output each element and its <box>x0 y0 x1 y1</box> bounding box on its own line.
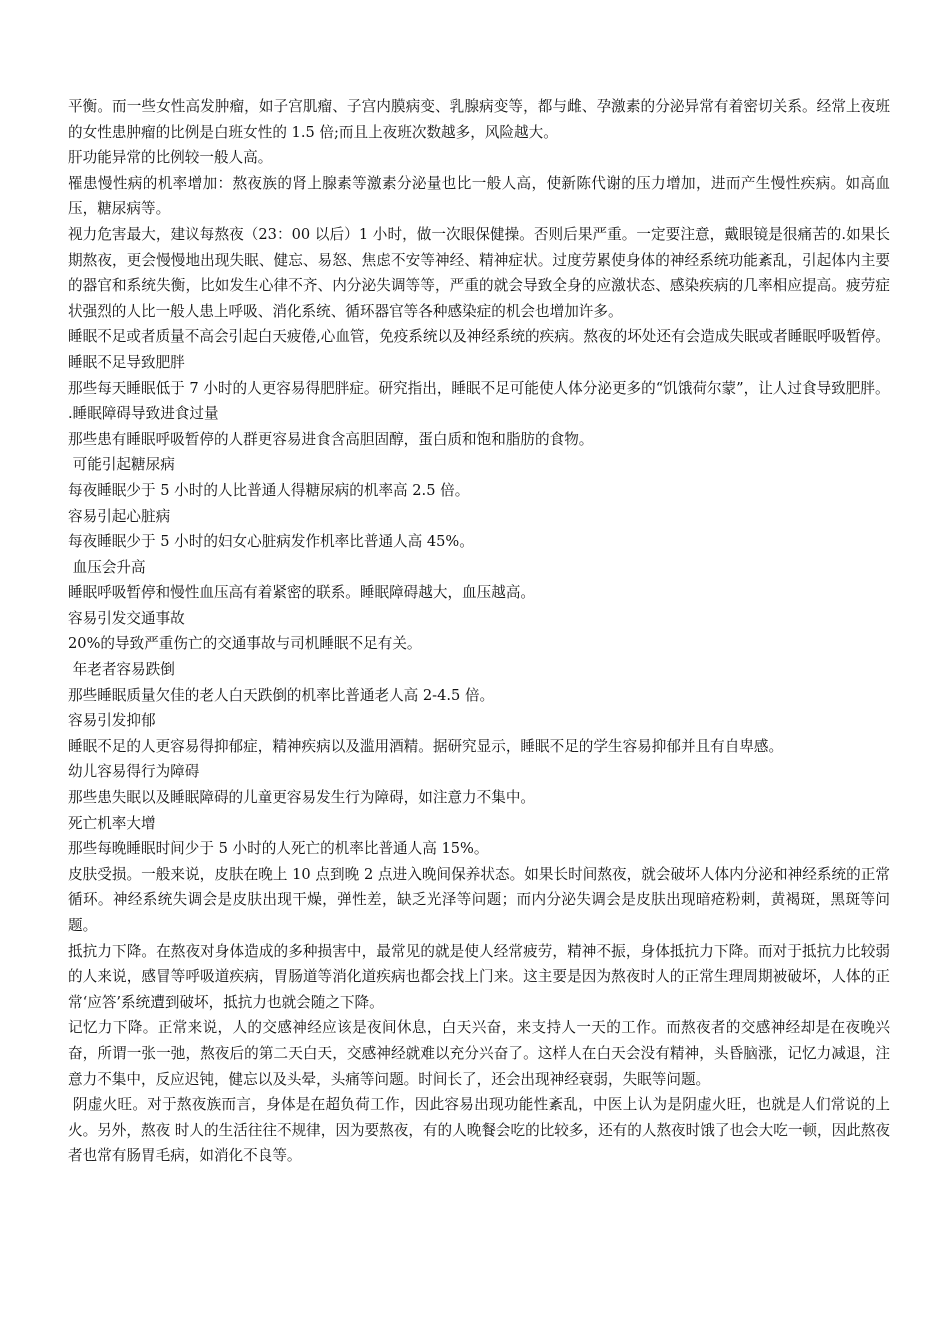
paragraph-chronic-disease: 罹患慢性病的机率增加：熬夜族的肾上腺素等激素分泌量也比一般人高，使新陈代谢的压力增加，进而产生慢性疾病。如高血压，糖尿病等。 <box>68 174 890 218</box>
paragraph-mortality: 那些每晚睡眠时间少于 5 小时的人死亡的机率比普通人高 15%。 <box>68 840 489 858</box>
heading-mortality: 死亡机率大增 <box>68 814 156 832</box>
heading-blood-pressure: 血压会升高 <box>68 558 146 576</box>
heading-obesity: 睡眠不足导致肥胖 <box>68 353 185 371</box>
paragraph-liver-function: 肝功能异常的比例较一般人高。 <box>68 149 273 167</box>
heading-overeating: .睡眠障碍导致进食过量 <box>68 405 219 423</box>
paragraph-depression: 睡眠不足的人更容易得抑郁症，精神疾病以及滥用酒精。据研究显示，睡眠不足的学生容易抑郁并且有自卑感。 <box>68 737 784 755</box>
heading-traffic-accident: 容易引发交通事故 <box>68 609 185 627</box>
paragraph-sleep-quality: 睡眠不足或者质量不高会引起白天疲倦,心血管，免疫系统以及神经系统的疾病。熬夜的坏处还有会造成失眠或者睡眠呼吸暂停。 <box>68 328 890 346</box>
paragraph-tumor-risk: 平衡。而一些女性高发肿瘤，如子宫肌瘤、子宫内膜病变、乳腺病变等，都与雌、孕激素的分泌异常有着密切关系。经常上夜班的女性患肿瘤的比例是白班女性的 1.5 倍;而且上夜班次数越多，风险越大。 <box>68 98 890 141</box>
paragraph-child-behavior: 那些患失眠以及睡眠障碍的儿童更容易发生行为障碍，如注意力不集中。 <box>68 789 536 807</box>
heading-diabetes: 可能引起糖尿病 <box>68 456 175 474</box>
heading-depression: 容易引发抑郁 <box>68 712 156 730</box>
document-body <box>68 94 890 1169</box>
paragraph-elderly-falls: 那些睡眠质量欠佳的老人白天跌倒的机率比普通老人高 2-4.5 倍。 <box>68 686 495 704</box>
paragraph-yin-deficiency: 阴虚火旺。对于熬夜族而言，身体是在超负荷工作，因此容易出现功能性紊乱，中医上认为是阴虚火旺，也就是人们常说的上火。另外，熬夜 时人的生活往往不规律，因为要熬夜，有的人晚餐会吃的比较多，还有的人熬夜时饿了也会大吃一顿，因此熬夜者也常有肠胃毛病，如消化不良等。 <box>68 1096 890 1165</box>
paragraph-vision-damage: 视力危害最大，建议每熬夜（23：00 以后）1 小时，做一次眼保健操。否则后果严重。一定要注意，戴眼镜是很痛苦的.如果长期熬夜，更会慢慢地出现失眠、健忘、易怒、焦虑不安等神经、精神症状。过度劳累使身体的神经系统功能紊乱，引起体内主要的器官和系统失衡，比如发生心律不齐、内分泌失调等等，严重的就会导致全身的应激状态、感染疾病的几率相应提高。疲劳症状强烈的人比一般人患上呼吸、消化系统、循环器官等各种感染症的机会也增加许多。 <box>68 225 890 320</box>
paragraph-obesity: 那些每天睡眠低于 7 小时的人更容易得肥胖症。研究指出，睡眠不足可能使人体分泌更多的“饥饿荷尔蒙”，让人过食导致肥胖。 <box>68 379 890 397</box>
heading-elderly-falls: 年老者容易跌倒 <box>68 661 175 679</box>
paragraph-diabetes: 每夜睡眠少于 5 小时的人比普通人得糖尿病的机率高 2.5 倍。 <box>68 481 470 499</box>
heading-child-behavior: 幼儿容易得行为障碍 <box>68 763 200 781</box>
paragraph-skin-damage: 皮肤受损。一般来说，皮肤在晚上 10 点到晚 2 点进入晚间保养状态。如果长时间熬夜，就会破坏人体内分泌和神经系统的正常循环。神经系统失调会是皮肤出现干燥，弹性差，缺乏光泽等问题；而内分泌失调会是皮肤出现暗疮粉刺，黄褐斑，黑斑等问题。 <box>68 865 890 934</box>
paragraph-memory: 记忆力下降。正常来说，人的交感神经应该是夜间休息，白天兴奋，来支持人一天的工作。而熬夜者的交感神经却是在夜晚兴奋，所谓一张一弛，熬夜后的第二天白天，交感神经就难以充分兴奋了。这样人在白天会没有精神，头昏脑涨，记忆力减退，注意力不集中，反应迟钝，健忘以及头晕，头痛等问题。时间长了，还会出现神经衰弱，失眠等问题。 <box>68 1019 890 1088</box>
paragraph-overeating: 那些患有睡眠呼吸暂停的人群更容易进食含高胆固醇，蛋白质和饱和脂肪的食物。 <box>68 430 594 448</box>
paragraph-immunity: 抵抗力下降。在熬夜对身体造成的多种损害中，最常见的就是使人经常疲劳，精神不振，身体抵抗力下降。而对于抵抗力比较弱的人来说，感冒等呼吸道疾病，胃肠道等消化道疾病也都会找上门来。这主要是因为熬夜时人的正常生理周期被破坏，人体的正常‘应答’系统遭到破坏，抵抗力也就会随之下降。 <box>68 942 890 1011</box>
paragraph-blood-pressure: 睡眠呼吸暂停和慢性血压高有着紧密的联系。睡眠障碍越大，血压越高。 <box>68 584 536 602</box>
paragraph-traffic-accident: 20%的导致严重伤亡的交通事故与司机睡眠不足有关。 <box>68 635 422 653</box>
heading-heart-disease: 容易引起心脏病 <box>68 507 171 525</box>
paragraph-heart-disease: 每夜睡眠少于 5 小时的妇女心脏病发作机率比普通人高 45%。 <box>68 533 474 551</box>
